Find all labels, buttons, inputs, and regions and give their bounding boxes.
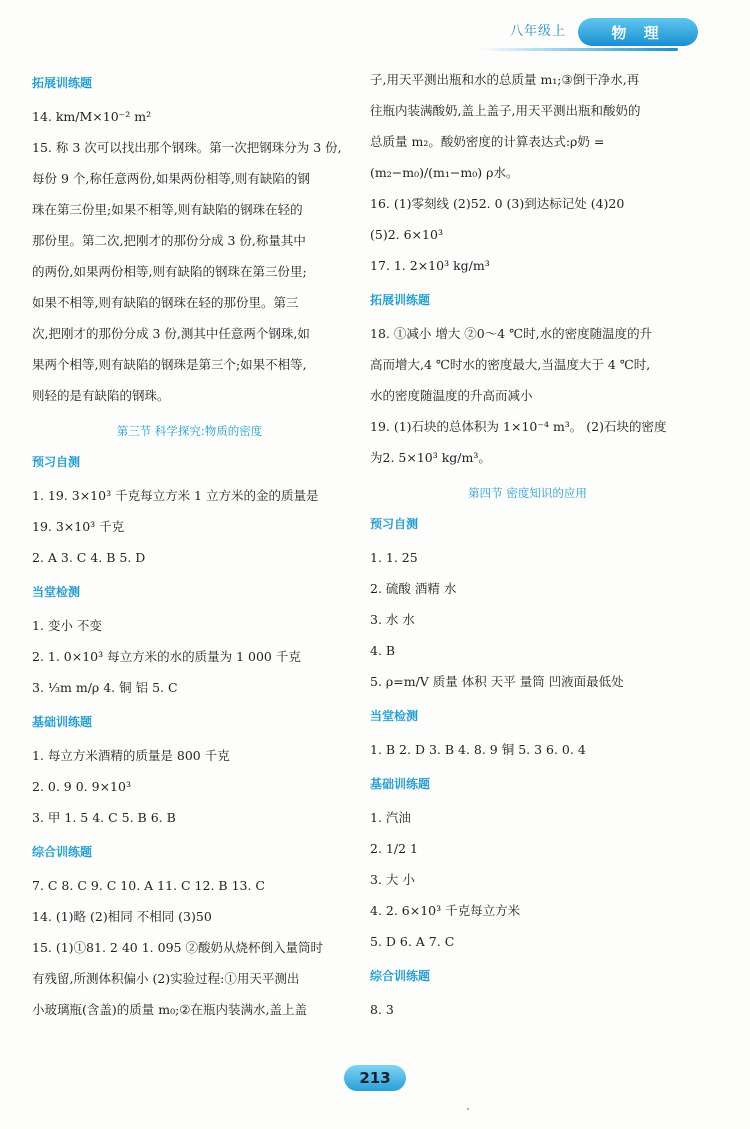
answer-line: 3. 水 水 xyxy=(370,612,415,627)
answer-line: 16. (1)零刻线 (2)52. 0 (3)到达标记处 (4)20 xyxy=(370,196,625,211)
answer-line: (5)2. 6×10³ xyxy=(370,227,443,242)
section-heading: 综合训练题 xyxy=(32,845,93,859)
page-number-badge: 213 xyxy=(344,1065,406,1091)
answer-line: 1. 汽油 xyxy=(370,810,411,825)
answer-line: 1. 每立方米酒精的质量是 800 千克 xyxy=(32,748,230,763)
answer-line: 3. 大 小 xyxy=(370,872,415,887)
grade-label: 八年级上 xyxy=(509,24,566,39)
answer-line: 1. 1. 25 xyxy=(370,550,418,565)
section-heading: 当堂检测 xyxy=(370,709,419,723)
answer-line: 4. B xyxy=(370,643,396,658)
answer-line: 水的密度随温度的升高而减小 xyxy=(370,388,533,403)
section-heading: 预习自测 xyxy=(32,455,81,469)
answer-line: 高而增大,4 ℃时水的密度最大,当温度大于 4 ℃时, xyxy=(370,357,651,372)
answer-14: 14. km/M×10⁻² m² xyxy=(32,109,152,124)
page-header xyxy=(458,18,698,50)
answer-line: 5. ρ=m/V 质量 体积 天平 量筒 凹液面最低处 xyxy=(370,674,624,689)
answer-line: 2. 硫酸 酒精 水 xyxy=(370,581,457,596)
section-heading: 预习自测 xyxy=(370,517,419,531)
answer-line: 15. 称 3 次可以找出那个钢珠。第一次把钢珠分为 3 份, xyxy=(32,140,342,155)
answer-line: 8. 3 xyxy=(370,1002,394,1017)
section-title: 第三节 科学探究:物质的密度 xyxy=(116,424,263,438)
answer-line: 5. D 6. A 7. C xyxy=(370,934,455,949)
answer-line: 2. A 3. C 4. B 5. D xyxy=(32,550,146,565)
subject-badge: 物 理 xyxy=(578,18,698,46)
answer-line: 2. 1. 0×10³ 每立方米的水的质量为 1 000 千克 xyxy=(32,649,301,664)
answer-line: 14. (1)略 (2)相同 不相同 (3)50 xyxy=(32,909,212,924)
answer-line: 那份里。第二次,把刚才的那份分成 3 份,称量其中 xyxy=(32,233,306,248)
answer-line: 18. ①减小 增大 ②0～4 ℃时,水的密度随温度的升 xyxy=(370,326,653,341)
answer-line: 珠在第三份里;如果不相等,则有缺陷的钢珠在轻的 xyxy=(32,202,303,217)
answer-15 xyxy=(32,132,347,411)
answer-line: 17. 1. 2×10³ kg/m³ xyxy=(370,258,490,273)
answer-line: 15. (1)①81. 2 40 1. 095 ②酸奶从烧杯倒入量筒时 xyxy=(32,940,323,955)
answer-line: 则轻的是有缺陷的钢珠。 xyxy=(32,388,170,403)
answer-line: 1. B 2. D 3. B 4. 8. 9 铜 5. 3 6. 0. 4 xyxy=(370,742,586,757)
answer-line: 19. (1)石块的总体积为 1×10⁻⁴ m³。 (2)石块的密度 xyxy=(370,419,667,434)
answer-line: 3. 甲 1. 5 4. C 5. B 6. B xyxy=(32,810,176,825)
section-heading: 当堂检测 xyxy=(32,585,81,599)
answer-line: 有残留,所测体积偏小 (2)实验过程:①用天平测出 xyxy=(32,971,300,986)
header-swoosh xyxy=(478,48,678,51)
right-column xyxy=(370,64,685,1025)
section-title: 第四节 密度知识的应用 xyxy=(468,486,587,500)
answer-line: 19. 3×10³ 千克 xyxy=(32,519,125,534)
answer-line: 次,把刚才的那份分成 3 份,测其中任意两个钢珠,如 xyxy=(32,326,310,341)
answer-line: 4. 2. 6×10³ 千克每立方米 xyxy=(370,903,521,918)
answer-line: 7. C 8. C 9. C 10. A 11. C 12. B 13. C xyxy=(32,878,265,893)
answer-line: 往瓶内装满酸奶,盖上盖子,用天平测出瓶和酸奶的 xyxy=(370,103,641,118)
answer-line: 果两个相等,则有缺陷的钢珠是第三个;如果不相等, xyxy=(32,357,307,372)
answer-line: 1. 变小 不变 xyxy=(32,618,102,633)
section-heading: 综合训练题 xyxy=(370,969,431,983)
answer-line: 子,用天平测出瓶和水的总质量 m₁;③倒干净水,再 xyxy=(370,72,640,87)
answer-line: 2. 1/2 1 xyxy=(370,841,418,856)
answer-line: 如果不相等,则有缺陷的钢珠在轻的那份里。第三 xyxy=(32,295,299,310)
answer-line: 3. ⅓m m/ρ 4. 铜 铝 5. C xyxy=(32,680,178,695)
left-column xyxy=(32,64,347,1025)
section-heading: 基础训练题 xyxy=(32,715,93,729)
answer-line: 为2. 5×10³ kg/m³。 xyxy=(370,450,491,465)
answer-line: 的两份,如果两份相等,则有缺陷的钢珠在第三份里; xyxy=(32,264,307,279)
answer-line: 总质量 m₂。酸奶密度的计算表达式:ρ奶 = xyxy=(370,134,605,149)
answer-line: 小玻璃瓶(含盖)的质量 m₀;②在瓶内装满水,盖上盖 xyxy=(32,1002,307,1017)
section-heading: 基础训练题 xyxy=(370,777,431,791)
section-heading: 拓展训练题 xyxy=(370,293,431,307)
section-heading: 拓展训练题 xyxy=(32,76,93,90)
answer-line: 1. 19. 3×10³ 千克每立方米 1 立方米的金的质量是 xyxy=(32,488,319,503)
answer-line: 每份 9 个,称任意两份,如果两份相等,则有缺陷的钢 xyxy=(32,171,310,186)
answer-line: 2. 0. 9 0. 9×10³ xyxy=(32,779,131,794)
page-dot xyxy=(467,1108,469,1110)
answer-line: (m₂−m₀)/(m₁−m₀) ρ水。 xyxy=(370,165,519,180)
